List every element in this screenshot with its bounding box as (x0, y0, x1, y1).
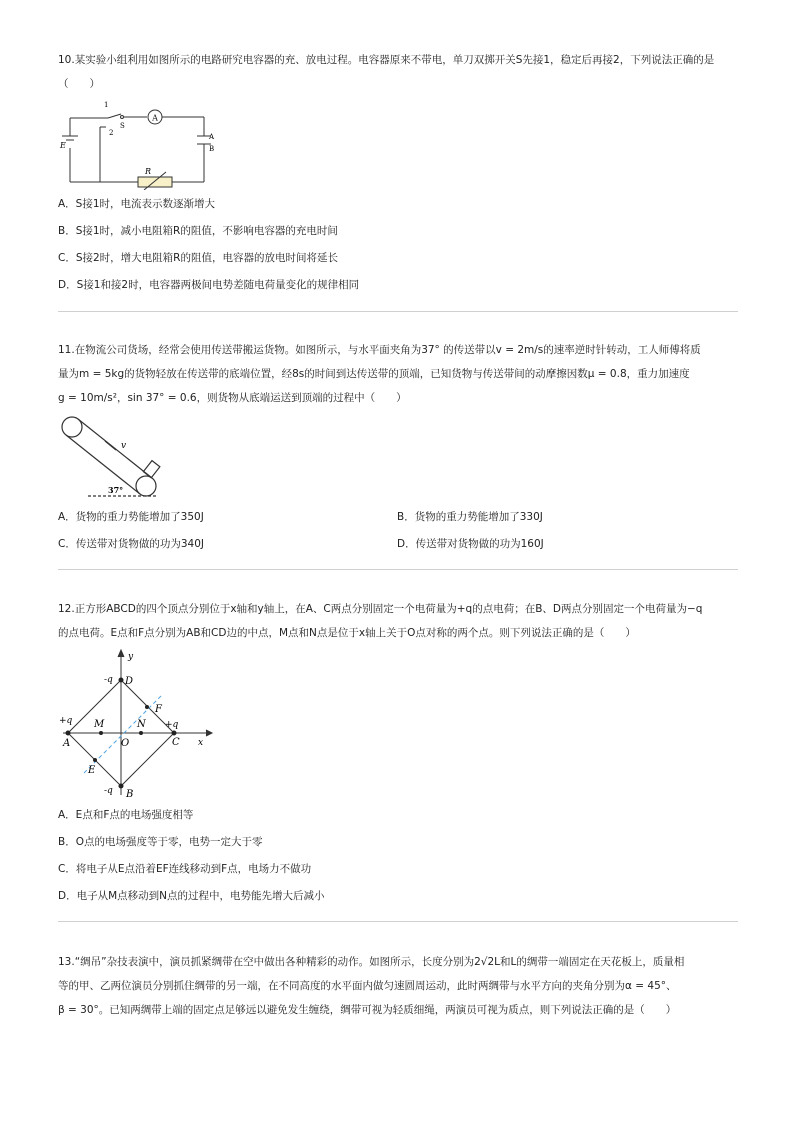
angle-label: 37° (108, 485, 124, 495)
origin-label: O (121, 738, 130, 749)
q12-option-b: B．O点的电场强度等于零，电势一定大于零 (58, 836, 263, 848)
divider (58, 921, 738, 922)
q10-option-d: D．S接1和接2时，电容器两极间电势差随电荷量变化的规律相同 (58, 279, 360, 291)
q10-option-c: C．S接2时，增大电阻箱R的阻值，电容器的放电时间将延长 (58, 252, 338, 264)
q12-option-d: D．电子从M点移动到N点的过程中，电势能先增大后减小 (58, 890, 325, 902)
switch-label: S (120, 122, 125, 130)
question-11-stem-line-2: 量为m = 5kg的货物轻放在传送带的底端位置，经8s的时间到达传送带的顶端，已知货物与传送带间的动摩擦因数μ = 0.8，重力加速度 (58, 368, 690, 380)
point-m-label: M (94, 719, 105, 730)
plate-b-label: B (209, 145, 215, 153)
question-11-stem-line-1: 11.在物流公司货场，经常会使用传送带搬运货物。如图所示，与水平面夹角为37° 的传送带以v = 2m/s的速率逆时针转动，工人师傅将质 (58, 344, 701, 356)
q11-option-a: A．货物的重力势能增加了350J (58, 511, 204, 523)
question-12-stem-line-2: 的点电荷。E点和F点分别为AB和CD边的中点，M点和N点是位于x轴上关于O点对称的两个点。则下列说法正确的是（ ） (58, 627, 636, 639)
plate-a-label: A (209, 133, 215, 141)
divider (58, 311, 738, 312)
question-11-stem-line-3: g = 10m/s²，sin 37° = 0.6，则货物从底端运送到顶端的过程中（ ） (58, 392, 407, 404)
conveyor-figure (58, 413, 168, 503)
point-f-label: F (155, 704, 162, 715)
square-charges-figure (58, 645, 218, 800)
q10-option-a: A．S接1时，电流表示数逐渐增大 (58, 198, 216, 210)
charge-a-label: +q (59, 716, 73, 726)
q10-option-b: B．S接1时，减小电阻箱R的阻值，不影响电容器的充电时间 (58, 225, 338, 237)
question-13-stem-line-2: 等的甲、乙两位演员分别抓住绸带的另一端，在不同高度的水平面内做匀速圆周运动，此时两绸带与水平方向的夹角分别为α = 45°、 (58, 980, 677, 992)
question-11 (58, 338, 738, 410)
battery-label: E (60, 141, 66, 150)
charge-d-label: -q (104, 675, 113, 685)
velocity-label: v (121, 441, 127, 451)
point-e-label: E (88, 765, 96, 776)
question-10 (58, 48, 738, 96)
y-axis-label: y (128, 652, 134, 662)
question-13-stem-line-3: β = 30°。已知两绸带上端的固定点足够远以避免发生缠绕，绸带可视为轻质细绳，两演员可视为质点，则下列说法正确的是（ ） (58, 1004, 677, 1016)
question-12 (58, 597, 738, 645)
point-d-label: D (125, 676, 134, 687)
ammeter-label: A (152, 113, 158, 123)
q11-option-c: C．传送带对货物做的功为340J (58, 538, 204, 550)
contact-1-label: 1 (104, 101, 109, 109)
q12-option-a: A．E点和F点的电场强度相等 (58, 809, 194, 821)
question-12-stem-line-1: 12.正方形ABCD的四个顶点分别位于x轴和y轴上，在A、C两点分别固定一个电荷量为+q的点电荷；在B、D两点分别固定一个电荷量为−q (58, 603, 703, 615)
point-n-label: N (137, 719, 146, 730)
charge-b-label: -q (104, 786, 113, 796)
charge-c-label: +q (165, 720, 179, 730)
circuit-figure (58, 100, 228, 190)
resistor-label: R (145, 167, 152, 176)
point-a-label: A (63, 738, 71, 749)
question-13 (58, 950, 738, 1022)
q11-option-b: B．货物的重力势能增加了330J (397, 511, 543, 523)
point-c-label: C (172, 737, 180, 748)
divider (58, 569, 738, 570)
question-10-stem: 10.某实验小组利用如图所示的电路研究电容器的充、放电过程。电容器原来不带电，单刀双掷开关S先接1，稳定后再接2，下列说法正确的是（ ） (58, 54, 715, 90)
x-axis-label: x (198, 738, 204, 748)
q12-option-c: C．将电子从E点沿着EF连线移动到F点，电场力不做功 (58, 863, 312, 875)
contact-2-label: 2 (109, 129, 114, 137)
q11-option-d: D．传送带对货物做的功为160J (397, 538, 544, 550)
point-b-label: B (126, 789, 134, 800)
question-13-stem-line-1: 13.“绸吊”杂技表演中，演员抓紧绸带在空中做出各种精彩的动作。如图所示，长度分别为2√2L和L的绸带一端固定在天花板上，质量相 (58, 956, 685, 968)
